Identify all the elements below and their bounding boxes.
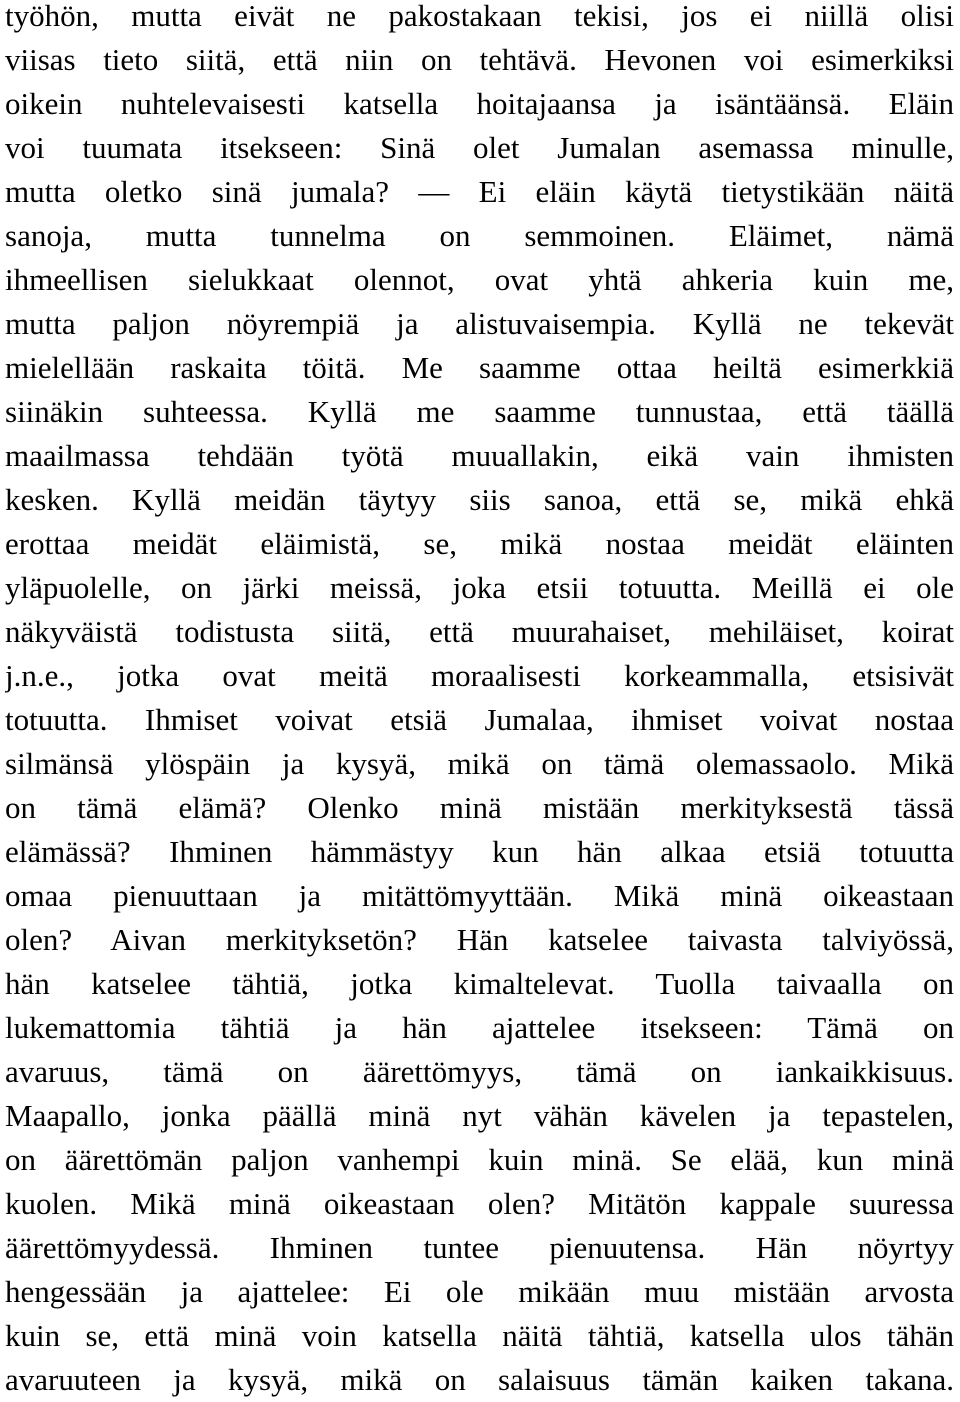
text-line: äärettömyydessä. Ihminen tuntee pienuutensa. Hän nöyrtyy [5,1230,954,1265]
text-line: maailmassa tehdään työtä muuallakin, eikä vain ihmisten [5,438,954,473]
text-line: totuutta. Ihmiset voivat etsiä Jumalaa, ihmiset voivat nostaa [5,702,954,737]
text-line: voi tuumata itsekseen: Sinä olet Jumalan asemassa minulle, [5,130,954,165]
text-line: mielellään raskaita töitä. Me saamme ottaa heiltä esimerkkiä [5,350,954,385]
text-line: hän katselee tähtiä, jotka kimaltelevat. Tuolla taivaalla on [5,966,954,1001]
text-line: lukemattomia tähtiä ja hän ajattelee itsekseen: Tämä on [5,1010,954,1045]
text-line: olen? Aivan merkityksetön? Hän katselee taivasta talviyössä, [5,922,954,957]
text-line: kuin se, että minä voin katsella näitä tähtiä, katsella ulos tähän [5,1318,954,1353]
text-line: ihmeellisen sielukkaat olennot, ovat yhtä ahkeria kuin me, [5,262,954,297]
text-line: oikein nuhtelevaisesti katsella hoitajaansa ja isäntäänsä. Eläin [5,86,954,121]
text-line: mutta paljon nöyrempiä ja alistuvaisempia. Kyllä ne tekevät [5,306,954,341]
text-line: omaa pienuuttaan ja mitättömyyttään. Mikä minä oikeastaan [5,878,954,913]
text-line: on äärettömän paljon vanhempi kuin minä. Se elää, kun minä [5,1142,954,1177]
text-line: Maapallo, jonka päällä minä nyt vähän kävelen ja tepastelen, [5,1098,954,1133]
text-line: hengessään ja ajattelee: Ei ole mikään muu mistään arvosta [5,1274,954,1309]
text-line: siinäkin suhteessa. Kyllä me saamme tunnustaa, että täällä [5,394,954,429]
text-line: avaruuteen ja kysyä, mikä on salaisuus tämän kaiken takana. [5,1362,954,1397]
text-line: viisas tieto siitä, että niin on tehtävä. Hevonen voi esimerkiksi [5,42,954,77]
text-line: yläpuolelle, on järki meissä, joka etsii totuutta. Meillä ei ole [5,570,954,605]
text-line: elämässä? Ihminen hämmästyy kun hän alkaa etsiä totuutta [5,834,954,869]
text-line: j.n.e., jotka ovat meitä moraalisesti korkeammalla, etsisivät [5,658,954,693]
text-line: on tämä elämä? Olenko minä mistään merkityksestä tässä [5,790,954,825]
text-line: avaruus, tämä on äärettömyys, tämä on iankaikkisuus. [5,1054,954,1089]
text-line: kesken. Kyllä meidän täytyy siis sanoa, että se, mikä ehkä [5,482,954,517]
text-line: silmänsä ylöspäin ja kysyä, mikä on tämä olemassaolo. Mikä [5,746,954,781]
text-line: työhön, mutta eivät ne pakostakaan tekisi, jos ei niillä olisi [5,0,954,33]
text-line: kuolen. Mikä minä oikeastaan olen? Mitätön kappale suuressa [5,1186,954,1221]
text-line: näkyväistä todistusta siitä, että muurahaiset, mehiläiset, koirat [5,614,954,649]
text-line: erottaa meidät eläimistä, se, mikä nostaa meidät eläinten [5,526,954,561]
text-line: sanoja, mutta tunnelma on semmoinen. Eläimet, nämä [5,218,954,253]
text-line: mutta oletko sinä jumala? — Ei eläin käytä tietystikään näitä [5,174,954,209]
